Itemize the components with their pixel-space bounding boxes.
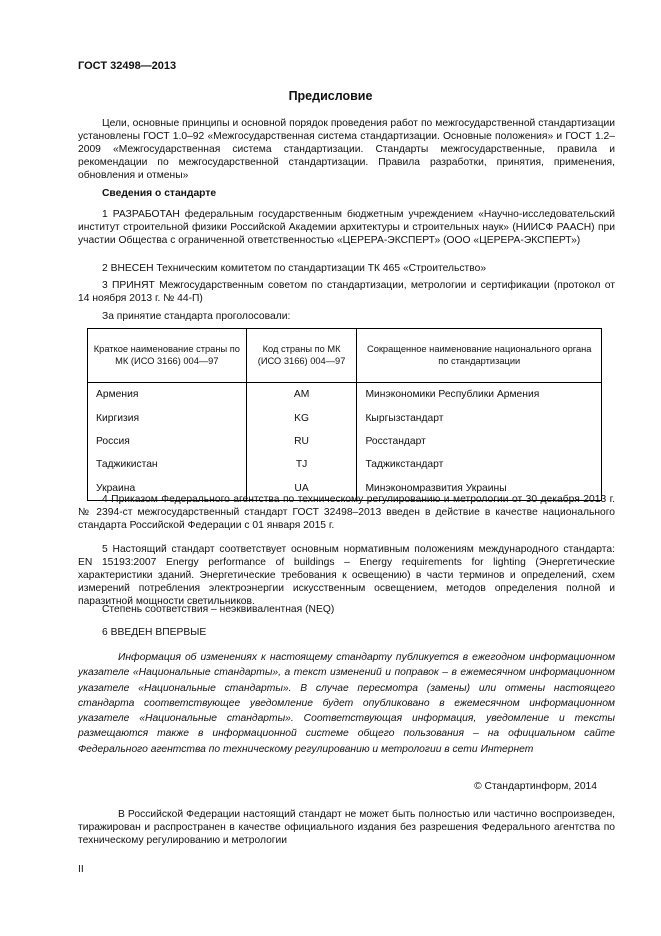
code-cell: AM	[246, 383, 357, 407]
body-cell: Таджикстандарт	[357, 453, 602, 476]
table-row	[88, 430, 602, 453]
country-cell: Киргизия	[88, 406, 247, 429]
item-3-paragraph: 3 ПРИНЯТ Межгосударственным советом по стандартизации, метрологии и сертификации (протокол от 14 ноября 2013 г. № 44-П)	[78, 280, 615, 304]
item-5-paragraph: 5 Настоящий стандарт соответствует основным нормативным положениям международного стандарта: EN 15193:2007 Energy performance of buildings – Energy requirements for lighting (Энергетические характеристики зданий. Энергетические требования к освещению) в части терминов и определений, схем измерений потребления электроэнергии искусственным освещением, методов определения полной и паразитной мощности светильников.	[78, 544, 615, 607]
table-row	[88, 453, 602, 476]
copyright: © Стандартинформ, 2014	[474, 781, 597, 792]
section-heading: Сведения о стандарте	[102, 188, 217, 199]
code-cell: RU	[246, 430, 357, 453]
body-cell: Минэкономики Республики Армения	[357, 383, 602, 407]
body-cell: Росстандарт	[357, 430, 602, 453]
vote-intro: За принятие стандарта проголосовали:	[102, 311, 291, 322]
page-title: Предисловие	[288, 89, 373, 103]
code-cell: TJ	[246, 453, 357, 476]
country-cell: Россия	[88, 430, 247, 453]
country-cell: Украина	[88, 477, 247, 501]
country-cell: Армения	[88, 383, 247, 407]
table-header-row	[88, 329, 602, 383]
item-4-paragraph: 4 Приказом Федерального агентства по техническому регулированию и метрологии от 30 декабря 2013 г. № 2394-ст межгосударственный стандарт ГОСТ 32498–2013 введен в действие в качестве национального стандарта Российской Федерации с 01 января 2015 г.	[78, 494, 615, 531]
item-6-line: 6 ВВЕДЕН ВПЕРВЫЕ	[102, 627, 207, 638]
body-cell: Кыргызстандарт	[357, 406, 602, 429]
column-header-country: Краткое наименование страны по МК (ИСО 3166) 004—97	[88, 329, 247, 383]
reproduction-notice: В Российской Федерации настоящий стандарт не может быть полностью или частично воспроизведен, тиражирован и распространен в качестве официального издания без разрешения Федерального агентства по техническому регулированию и метрологии	[78, 809, 615, 846]
voting-table	[87, 328, 602, 501]
column-header-body: Сокращенное наименование национального органа по стандартизации	[357, 329, 602, 383]
standard-id-header: ГОСТ 32498—2013	[78, 60, 177, 72]
equivalence-line: Степень соответствия – неэквивалентная (NEQ)	[102, 604, 335, 615]
changes-notice: Информация об изменениях к настоящему стандарту публикуется в ежегодном информационном указателе «Национальные стандарты», а текст изменений и поправок – в ежемесячном информационном указателе «Национальные стандарты». В случае пересмотра (замены) или отмены настоящего стандарта соответствующее уведомление будет опубликовано в ежемесячном информационном указателе «Национальные стандарты». Соответствующая информация, уведомление и тексты размещаются также в информационной системе общего пользования – на официальном сайте Федерального агентства по техническому регулированию и метрологии в сети Интернет	[78, 652, 615, 755]
item-2-paragraph: 2 ВНЕСЕН Техническим комитетом по стандартизации ТК 465 «Строительство»	[102, 263, 487, 274]
intro-paragraph: Цели, основные принципы и основной порядок проведения работ по межгосударственной стандартизации установлены ГОСТ 1.0–92 «Межгосударственная система стандартизации. Основные положения» и ГОСТ 1.2–2009 «Межгосударственная система стандартизации. Стандарты межгосударственные, правила и рекомендации по межгосударственной стандартизации. Правила разработки, принятия, применения, обновления и отмены»	[78, 118, 615, 181]
code-cell: KG	[246, 406, 357, 429]
table-row	[88, 406, 602, 429]
item-1-paragraph: 1 РАЗРАБОТАН федеральным государственным бюджетным учреждением «Научно-исследовательский институт строительной физики Российской Академии архитектуры и строительных наук» (НИИСФ РААСН) при участии Общества с ограниченной ответственностью «ЦЕРЕРА-ЭКСПЕРТ» (ООО «ЦЕРЕРА-ЭКСПЕРТ»)	[78, 209, 615, 246]
column-header-code: Код страны по МК (ИСО 3166) 004—97	[246, 329, 357, 383]
code-cell: UA	[246, 477, 357, 501]
country-cell: Таджикистан	[88, 453, 247, 476]
body-cell: Минэкономразвития Украины	[357, 477, 602, 501]
table-row	[88, 383, 602, 407]
page-number: II	[78, 864, 84, 875]
